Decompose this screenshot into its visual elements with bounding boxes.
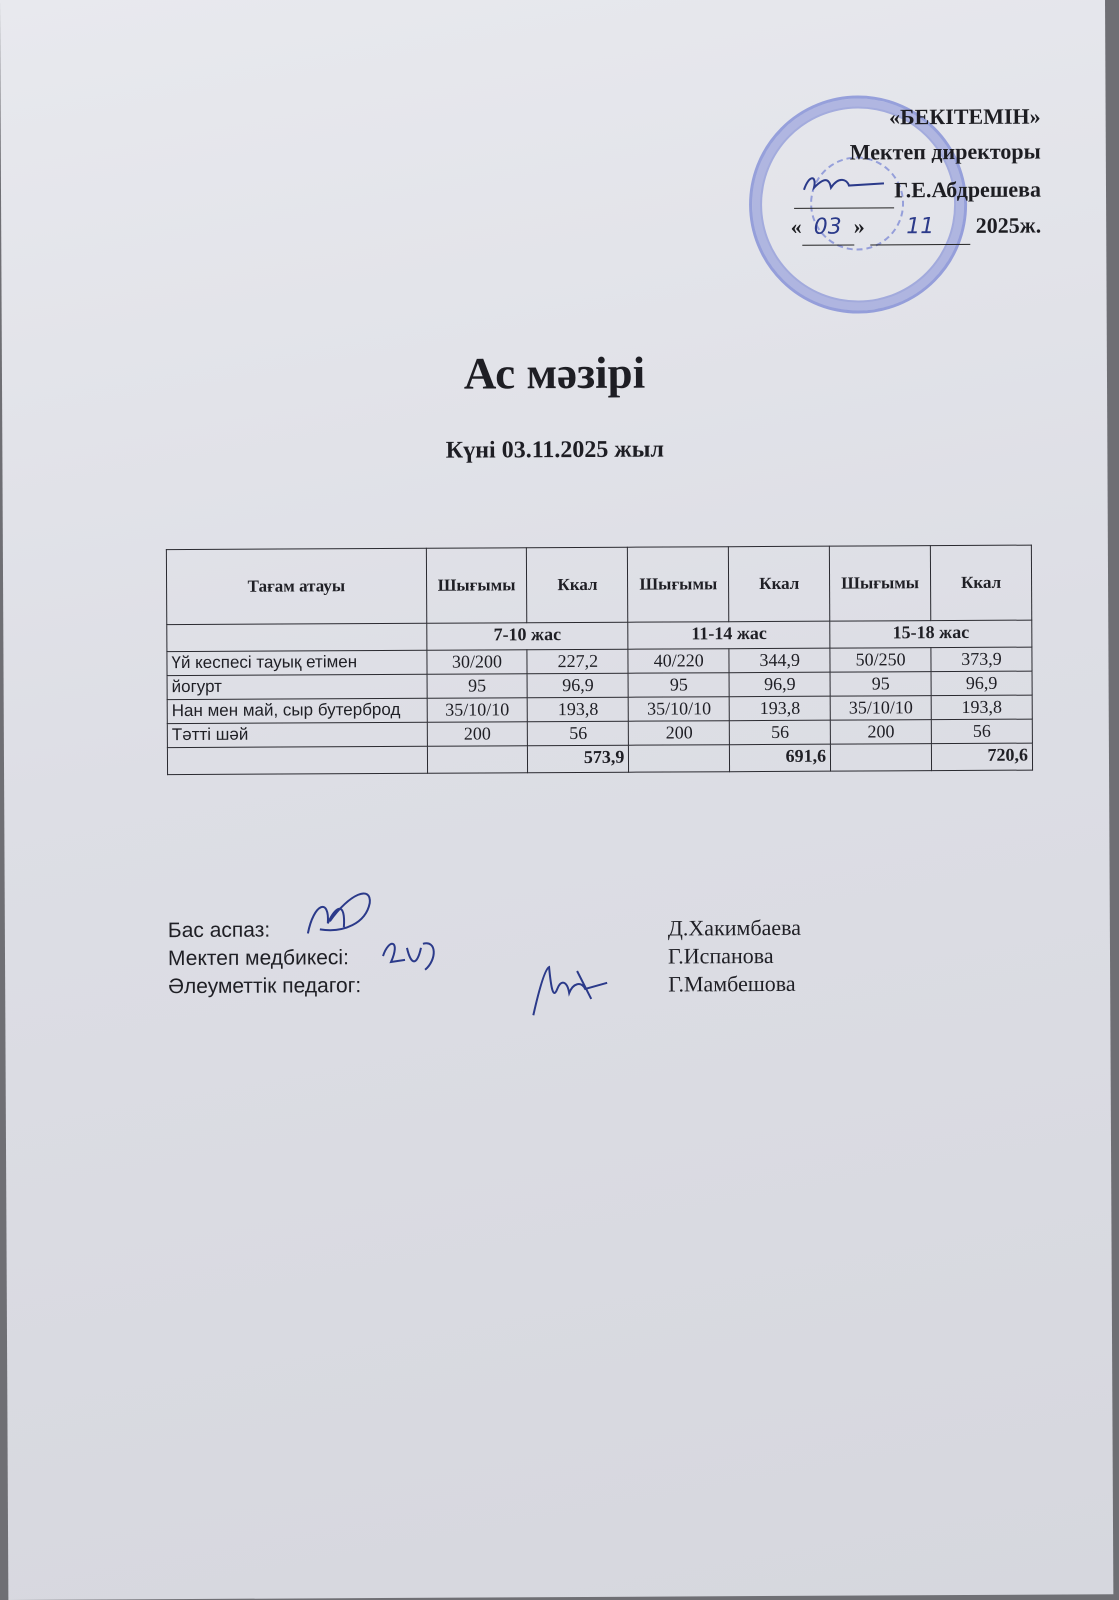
cell-value: 344,9 — [729, 648, 830, 673]
header-row — [166, 545, 1031, 625]
cell-value: 373,9 — [931, 647, 1032, 672]
cell-value: 200 — [629, 721, 730, 746]
director-name: Г.Е.Абдрешева — [894, 176, 1042, 203]
signature-row-chef — [168, 913, 868, 945]
menu-table — [166, 545, 1033, 776]
total-kcal-15-18: 720,6 — [931, 743, 1032, 771]
signature-role: Бас аспаз: — [167, 918, 271, 943]
signature-row-pedagogue — [168, 969, 868, 1001]
dish-name: йогурт — [167, 674, 427, 699]
cell-value: 96,9 — [729, 672, 830, 697]
cell-value: 96,9 — [931, 671, 1032, 696]
approval-director-line — [721, 169, 1041, 210]
cell-value: 200 — [427, 722, 528, 747]
cell-value: 56 — [528, 721, 629, 746]
signature-role: Әлеуметтік педагог: — [168, 974, 362, 999]
cell-value: 56 — [931, 719, 1032, 744]
pedagogue-handwritten-signature — [527, 959, 612, 1019]
dish-name: Үй кеспесі тауық етімен — [167, 650, 427, 675]
signature-name: Г.Испанова — [667, 942, 774, 969]
totals-empty — [629, 745, 730, 773]
signature-name: Г.Мамбешова — [668, 970, 796, 997]
cell-value: 227,2 — [527, 649, 628, 674]
header-kcal: Ккал — [729, 546, 830, 622]
header-portion: Шығымы — [830, 546, 931, 622]
age-group-7-10: 7-10 жас — [426, 622, 628, 650]
document-date: Күні 03.11.2025 жыл — [445, 436, 665, 464]
approval-day: 03 — [802, 210, 854, 246]
cell-value: 193,8 — [931, 695, 1032, 720]
total-kcal-11-14: 691,6 — [730, 744, 831, 772]
signatures-block — [168, 913, 868, 1001]
approval-date: « 03 » 11 2025ж. — [721, 208, 1041, 247]
header-portion: Шығымы — [426, 548, 527, 624]
header-kcal: Ккал — [527, 547, 628, 623]
age-group-empty — [167, 623, 427, 651]
signature-role: Мектеп медбикесі: — [167, 946, 349, 971]
cell-value: 193,8 — [729, 696, 830, 721]
approval-heading: «БЕКІТЕМІН» — [889, 103, 1041, 130]
totals-empty — [167, 746, 427, 774]
totals-empty — [831, 744, 932, 772]
age-group-11-14: 11-14 жас — [628, 621, 830, 649]
cell-value: 95 — [628, 673, 729, 698]
cell-value: 95 — [427, 674, 528, 699]
approval-year: 2025ж. — [975, 212, 1042, 238]
approval-month: 11 — [870, 209, 970, 246]
cell-value: 95 — [830, 672, 931, 697]
signature-name: Д.Хакимбаева — [667, 914, 802, 941]
age-group-15-18: 15-18 жас — [830, 620, 1032, 648]
cell-value: 35/10/10 — [830, 696, 931, 721]
cell-value: 35/10/10 — [427, 698, 528, 723]
signature-row-nurse — [168, 941, 868, 973]
dish-name: Тәтті шәй — [167, 722, 427, 747]
director-signature — [794, 169, 894, 209]
totals-row — [167, 743, 1032, 775]
nurse-handwritten-signature — [377, 926, 447, 976]
totals-empty — [427, 746, 528, 774]
document-title: Ас мәзірі — [463, 347, 646, 399]
cell-value: 30/200 — [427, 650, 528, 675]
cell-value: 50/250 — [830, 648, 931, 673]
cell-value: 56 — [730, 720, 831, 745]
header-dish-name: Тағам атауы — [166, 548, 426, 624]
cell-value: 40/220 — [628, 649, 729, 674]
total-kcal-7-10: 573,9 — [528, 745, 629, 773]
cell-value: 35/10/10 — [629, 697, 730, 722]
cell-value: 200 — [830, 720, 931, 745]
approval-block — [721, 99, 1042, 247]
approval-position: Мектеп директоры — [849, 138, 1041, 165]
cell-value: 96,9 — [528, 673, 629, 698]
header-portion: Шығымы — [628, 547, 729, 623]
chef-handwritten-signature — [300, 883, 380, 943]
cell-value: 193,8 — [528, 697, 629, 722]
header-kcal: Ккал — [930, 545, 1031, 621]
dish-name: Нан мен май, сыр бутерброд — [167, 698, 427, 723]
